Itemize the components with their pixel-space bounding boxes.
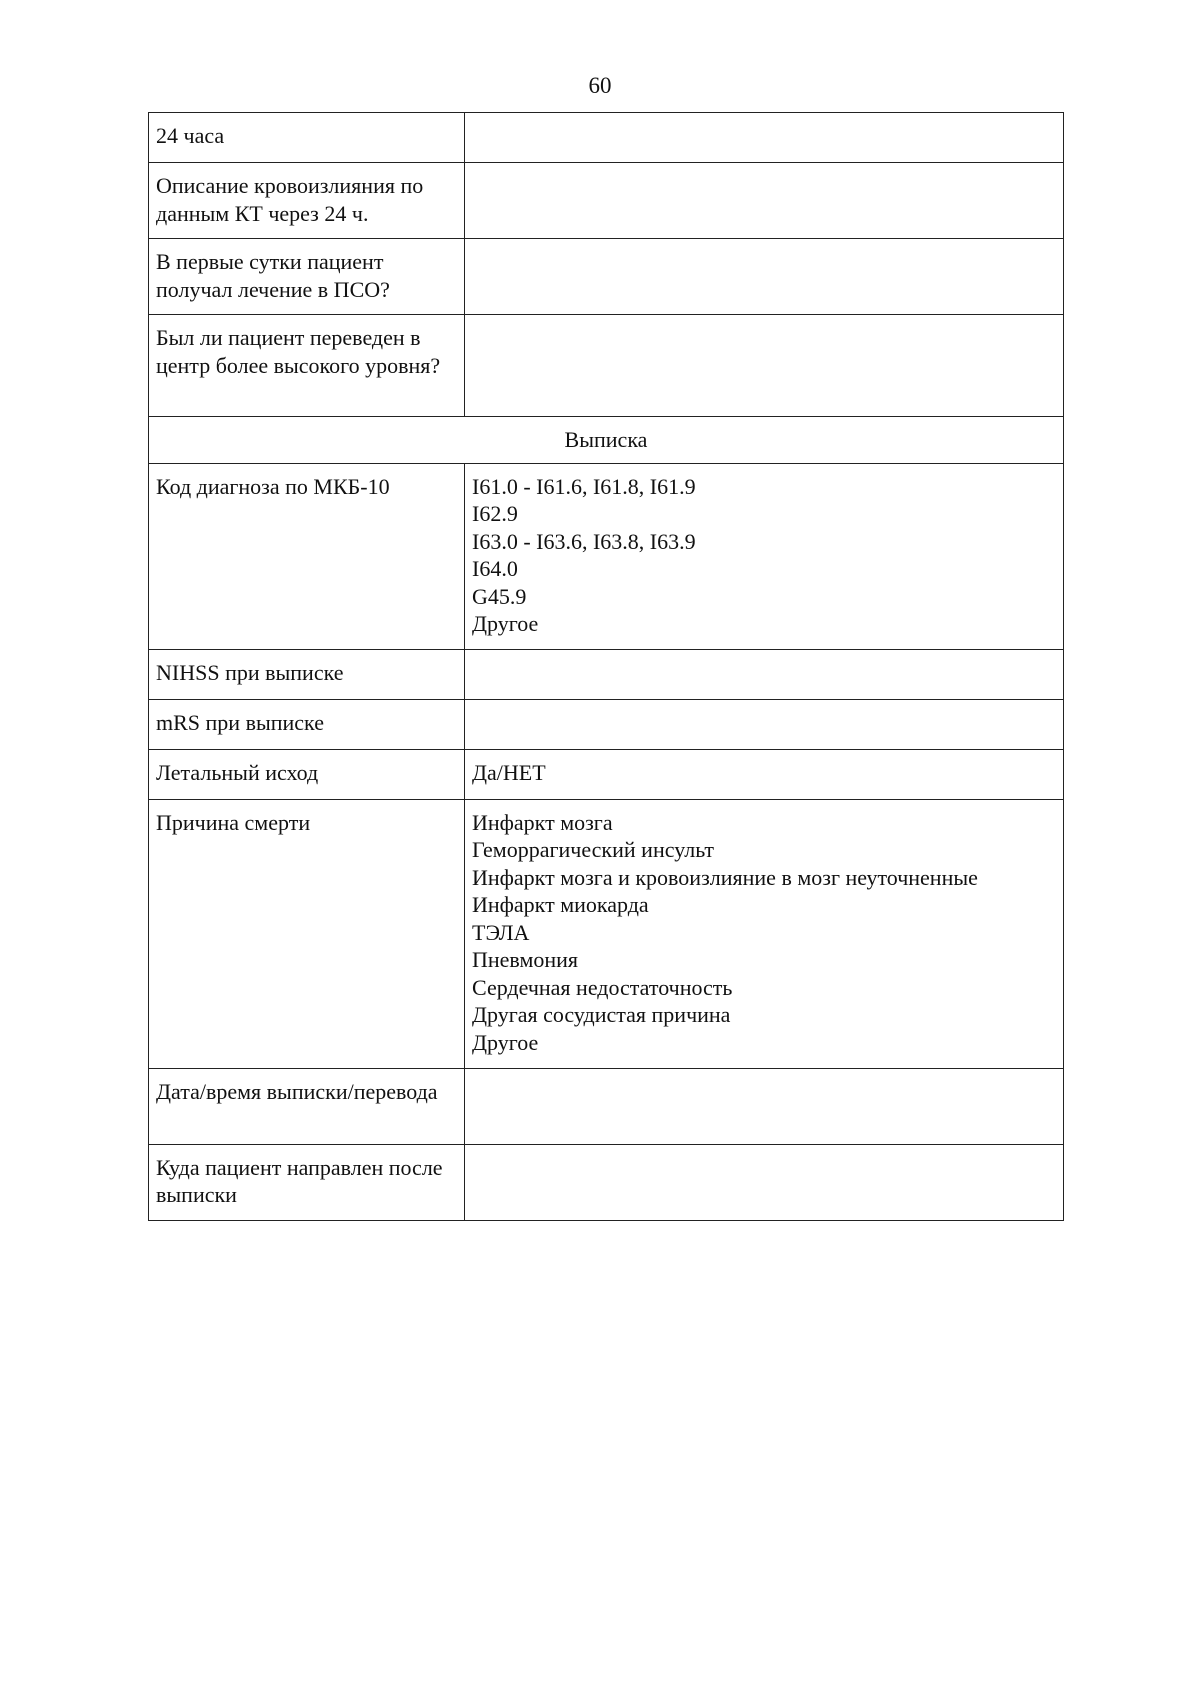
row-value-nihss[interactable]: [465, 649, 1064, 699]
row-label-mrs: mRS при выписке: [149, 699, 465, 749]
cause-option[interactable]: ТЭЛА: [472, 919, 530, 945]
icd-option[interactable]: I62.9: [472, 501, 518, 526]
row-value-hemorrhage-description[interactable]: [465, 163, 1064, 239]
row-label-icd-code: Код диагноза по МКБ-10: [149, 463, 465, 649]
table-row: [149, 799, 1064, 1068]
row-label-nihss: NIHSS при выписке: [149, 649, 465, 699]
page-number: 60: [588, 73, 612, 98]
table-row: [149, 649, 1064, 699]
table-row: [149, 1144, 1064, 1220]
row-label-transfer-higher-center: Был ли пациент переведен в центр более высокого уровня?: [149, 315, 465, 417]
row-label-discharge-datetime: Дата/время выписки/перевода: [149, 1068, 465, 1144]
row-value-discharge-datetime[interactable]: [465, 1068, 1064, 1144]
row-label-cause-of-death: Причина смерти: [149, 799, 465, 1068]
icd-option[interactable]: Другое: [472, 611, 539, 636]
cause-option[interactable]: Инфаркт миокарда: [472, 892, 649, 917]
row-value-24h[interactable]: [465, 113, 1064, 163]
cause-option[interactable]: Инфаркт мозга: [472, 809, 613, 835]
row-value-first-day-treatment[interactable]: [465, 239, 1064, 315]
section-row: [149, 417, 1064, 464]
table-row: [149, 163, 1064, 239]
icd-option[interactable]: G45.9: [472, 583, 527, 609]
row-label-lethal-outcome: Летальный исход: [149, 749, 465, 799]
row-label-discharge-destination: Куда пациент направлен после выписки: [149, 1144, 465, 1220]
icd-option[interactable]: I61.0 - I61.6, I61.8, I61.9: [472, 473, 696, 499]
cause-option[interactable]: Другое: [472, 1029, 539, 1055]
cause-option[interactable]: Геморрагический инсульт: [472, 837, 715, 862]
table-row: [149, 749, 1064, 799]
cause-option[interactable]: Инфаркт мозга и кровоизлияние в мозг неуточненные: [472, 864, 978, 890]
table-row: [149, 463, 1064, 649]
row-value-lethal-outcome[interactable]: Да/НЕТ: [465, 749, 1064, 799]
table-row: [149, 699, 1064, 749]
row-value-icd-code: [465, 463, 1064, 649]
row-label-24h: 24 часа: [149, 113, 465, 163]
icd-option[interactable]: I63.0 - I63.6, I63.8, I63.9: [472, 528, 696, 554]
table-row: [149, 315, 1064, 417]
row-value-mrs[interactable]: [465, 699, 1064, 749]
table-row: [149, 239, 1064, 315]
table-row: [149, 1068, 1064, 1144]
row-value-transfer-higher-center[interactable]: [465, 315, 1064, 417]
cause-option[interactable]: Пневмония: [472, 947, 579, 972]
section-title-discharge: Выписка: [149, 417, 1064, 464]
table-row: [149, 113, 1064, 163]
row-label-hemorrhage-description: Описание кровоизлияния по данным КТ через 24 ч.: [149, 163, 465, 239]
patient-form-table: [148, 112, 1064, 1221]
cause-option[interactable]: Сердечная недостаточность: [472, 974, 733, 1000]
row-label-first-day-treatment: В первые сутки пациент получал лечение в ПСО?: [149, 239, 465, 315]
cause-option[interactable]: Другая сосудистая причина: [472, 1002, 731, 1027]
row-value-cause-of-death: [465, 799, 1064, 1068]
icd-option[interactable]: I64.0: [472, 556, 518, 581]
row-value-discharge-destination[interactable]: [465, 1144, 1064, 1220]
